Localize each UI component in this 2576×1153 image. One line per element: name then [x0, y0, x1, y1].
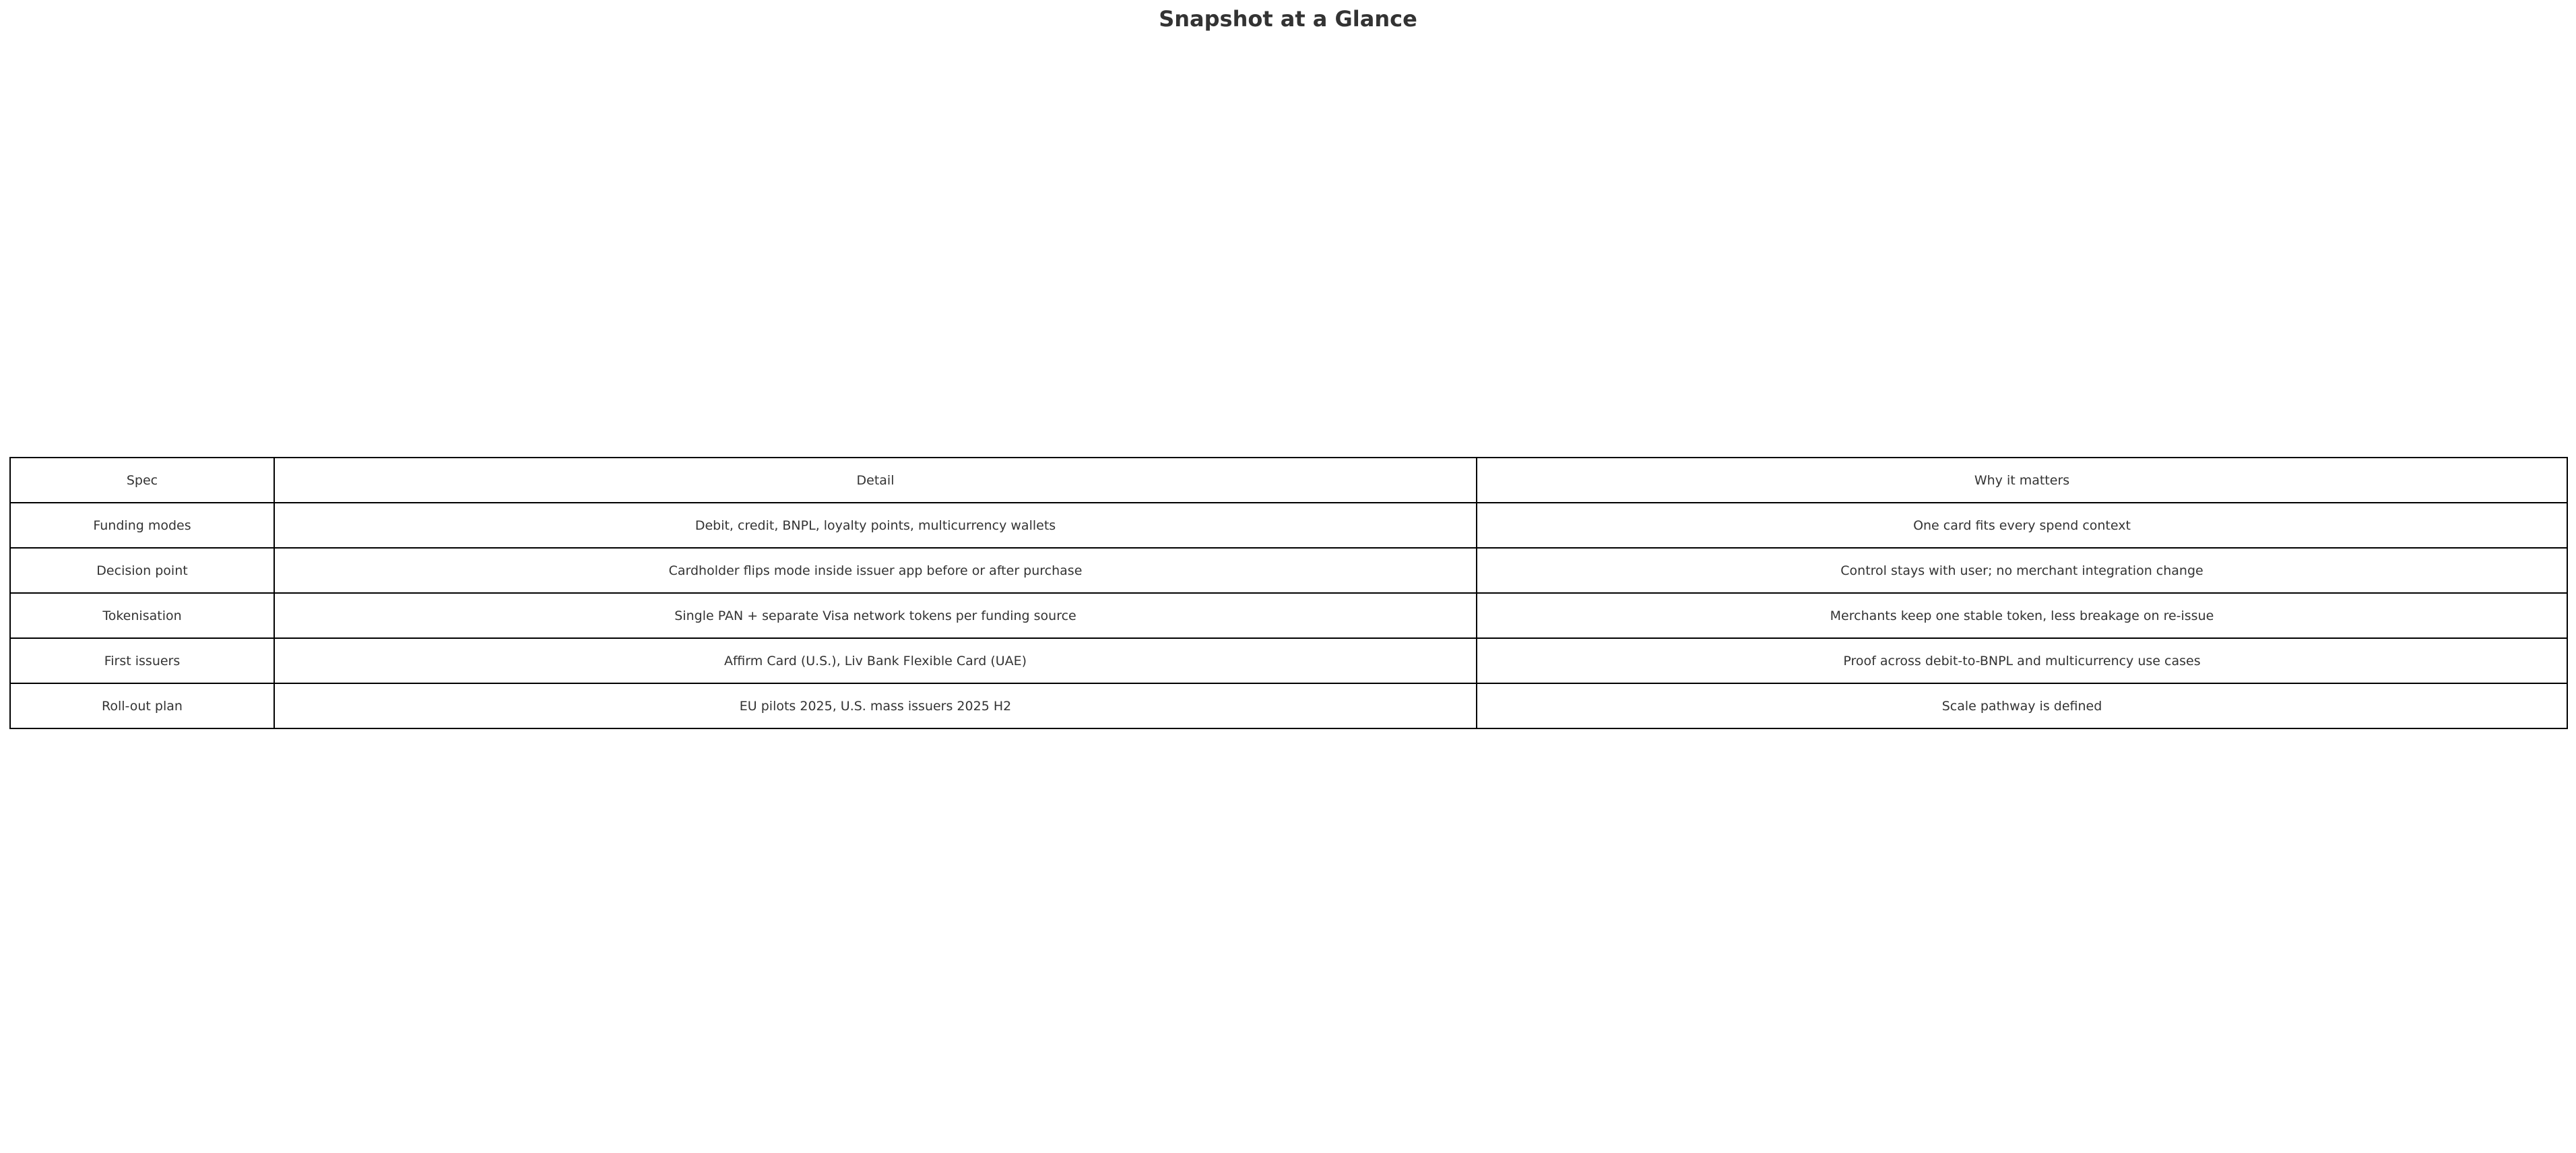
table-row — [10, 503, 2567, 548]
snapshot-table — [9, 457, 2568, 729]
table-row — [10, 548, 2567, 593]
column-header-why-it-matters: Why it matters — [1477, 458, 2567, 503]
table-cell-why-it-matters: Control stays with user; no merchant integration change — [1477, 548, 2567, 593]
table-cell-spec: Funding modes — [10, 503, 274, 548]
table-body — [10, 458, 2567, 728]
table-row — [10, 593, 2567, 638]
table-cell-detail: Single PAN + separate Visa network tokens per funding source — [274, 593, 1477, 638]
table-cell-detail: Debit, credit, BNPL, loyalty points, multicurrency wallets — [274, 503, 1477, 548]
table-cell-detail: EU pilots 2025, U.S. mass issuers 2025 H2 — [274, 683, 1477, 728]
chart-title: Snapshot at a Glance — [1159, 6, 1417, 32]
table-row — [10, 638, 2567, 683]
table-cell-detail: Affirm Card (U.S.), Liv Bank Flexible Card (UAE) — [274, 638, 1477, 683]
table-cell-why-it-matters: One card fits every spend context — [1477, 503, 2567, 548]
table-header-row — [10, 458, 2567, 503]
table-cell-why-it-matters: Merchants keep one stable token, less breakage on re-issue — [1477, 593, 2567, 638]
table-cell-why-it-matters: Proof across debit-to-BNPL and multicurrency use cases — [1477, 638, 2567, 683]
table-cell-spec: Tokenisation — [10, 593, 274, 638]
table-cell-spec: Roll-out plan — [10, 683, 274, 728]
table-cell-spec: Decision point — [10, 548, 274, 593]
table-cell-detail: Cardholder flips mode inside issuer app before or after purchase — [274, 548, 1477, 593]
column-header-detail: Detail — [274, 458, 1477, 503]
table-cell-spec: First issuers — [10, 638, 274, 683]
column-header-spec: Spec — [10, 458, 274, 503]
table-row — [10, 683, 2567, 728]
table-cell-why-it-matters: Scale pathway is defined — [1477, 683, 2567, 728]
